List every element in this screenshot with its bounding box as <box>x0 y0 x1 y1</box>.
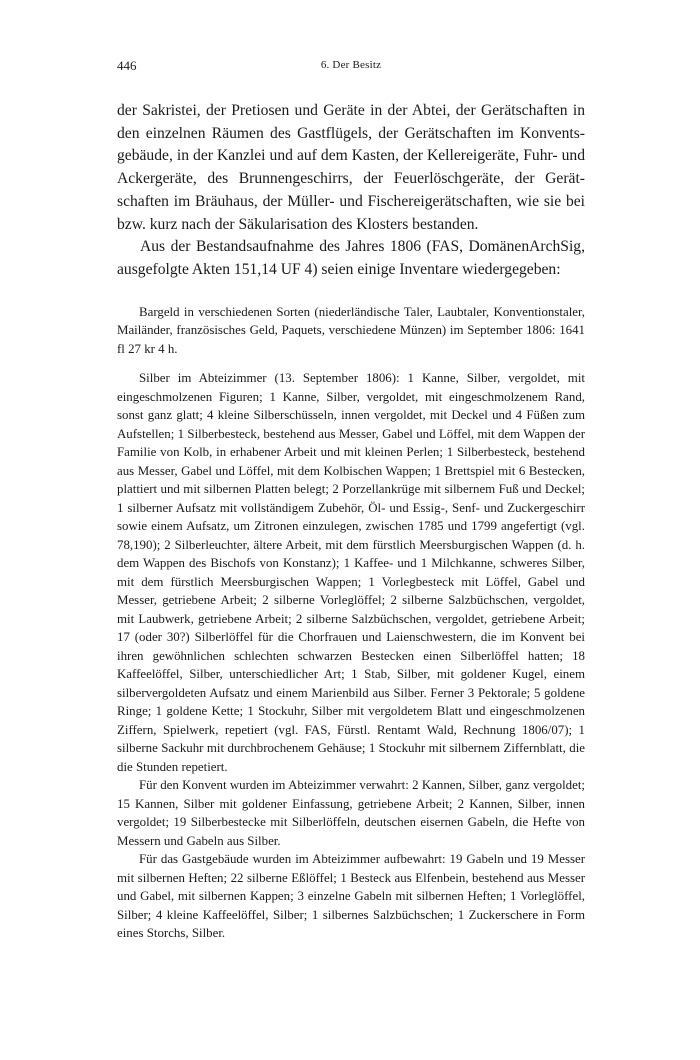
inventory-item-bargeld: Bargeld in verschiedenen Sorten (niederländische Taler, Laubtaler, Konventionstaler, Mailänder, französisches Geld, Paquets, verschiedene Münzen) im September 1806: 1641 fl 27 kr 4 h. <box>117 304 585 356</box>
inventory-item-gastgebaeude: Für das Gastgebäude wurden im Abteizimmer aufbewahrt: 19 Gabeln und 19 Messer mit silbernen Heften; 22 silberne Eßlöffel; 1 Besteck aus Elfenbein, bestehend aus Messer und Gabel, mit silbernen Kappen; 3 einzelne Gabeln mit silbernen Heften; 1 Vorleglöffel, Silber; 4 kleine Kaffeelöffel, Silber; 1 silbernes Salzbüchschen; 1 Zuckerschere in Form eines Storchs, Silber. <box>117 852 585 941</box>
inventory-item-konvent: Für den Konvent wurden im Abteizimmer verwahrt: 2 Kannen, Silber, ganz vergoldet; 15 Kannen, Silber mit goldener Einfassung, getriebene Arbeit; 2 Kannen, Silber, innen vergoldet; 19 Silberbestecke mit Silberlöffeln, deutschen eisernen Gabeln, die Hefte von Messern und Gabeln aus Silber. <box>117 778 585 848</box>
body-paragraph-1: der Sakristei, der Pretiosen und Geräte in der Abtei, der Gerätschaften in den einzelnen Räumen des Gastflügels, der Gerätschaften im Konventsgebäude, in der Kanzlei und auf dem Kasten, der Kellereigeräte, Fuhr- und Ackergeräte, des Brunnengeschirrs, der Feuerlöschgeräte, der Gerätschaften im Bräuhaus, der Müller- und Fischereigerätschaften, wie sie bei bzw. kurz nach der Säkularisation des Klosters bestanden. <box>117 102 585 233</box>
page-number: 446 <box>117 58 137 73</box>
running-head <box>117 58 585 80</box>
inventory-quote-block <box>117 303 585 943</box>
book-page <box>117 58 585 943</box>
main-text <box>117 100 585 282</box>
chapter-title: 6. Der Besitz <box>320 59 382 71</box>
body-paragraph-2: Aus der Bestandsaufnahme des Jahres 1806 (FAS, DomänenArchSig, ausgefolgte Akten 151,14 UF 4) seien einige Inventare wiedergegeben: <box>117 238 585 278</box>
inventory-item-silber: Silber im Abteizimmer (13. September 1806): 1 Kanne, Silber, vergoldet, mit eingeschmolzenen Figuren; 1 Kanne, Silber, vergoldet, mit eingeschmolzenem Rand, sonst ganz glatt; 4 kleine Silberschüsseln, innen vergoldet, mit Deckel und 4 Füßen zum Aufstellen; 1 Silberbesteck, bestehend aus Messer, Gabel und Löffel, mit dem Wappen der Familie von Kolb, in erhabener Arbeit und mit kleinen Perlen; 1 Silberbesteck, bestehend aus Messer, Gabel und Löffel, mit dem Kolbischen Wappen; 1 Brettspiel mit 6 Bestecken, plattiert und mit silbernen Platten belegt; 2 Porzellankrüge mit silbernem Fuß und Deckel; 1 silberner Aufsatz mit vollständigem Zubehör, Öl- und Essig-, Senf- und Zuckergeschirr sowie einem Aufsatz, um Zitronen einzulegen, zwischen 1785 und 1799 angefertigt (vgl. 78,190); 2 Silberleuchter, ältere Arbeit, mit dem fürstlich Meersburgischen Wappen (d. h. dem Wappen des Bischofs von Konstanz); 1 Kaffee- und 1 Milchkanne, schweres Silber, mit dem fürstlich Meersburgischen Wappen; 1 Vorlegbesteck mit Löffel, Gabel und Messer, getriebene Arbeit; 2 silberne Vorleglöffel; 2 silberne Salzbüchschen, vergoldet, mit Laubwerk, getriebene Arbeit; 2 silberne Salzbüchschen, vergoldet, getriebene Arbeit; 17 (oder 30?) Silberlöffel für die Chorfrauen und Laienschwestern, die im Konvent bei ihren gewöhnlichen schlechten schwarzen Bestecken einen Silberlöffel hatten; 18 Kaffeelöffel, Silber, unterschiedlicher Art; 1 Stab, Silber, mit goldener Kugel, einem silbervergoldeten Aufsatz und einem Marienbild aus Silber. Ferner 3 Pektorale; 5 goldene Ringe; 1 goldene Kette; 1 Stockuhr, Silber mit vergoldetem Blatt und eingeschmolzenen Ziffern, Spielwerk, repetiert (vgl. FAS, Fürstl. Rentamt Wald, Rechnung 1806/07); 1 silberne Sackuhr mit durchbrochenem Gehäuse; 1 Stockuhr mit silbernem Ziffernblatt, die die Stunden repetiert. <box>117 371 585 774</box>
